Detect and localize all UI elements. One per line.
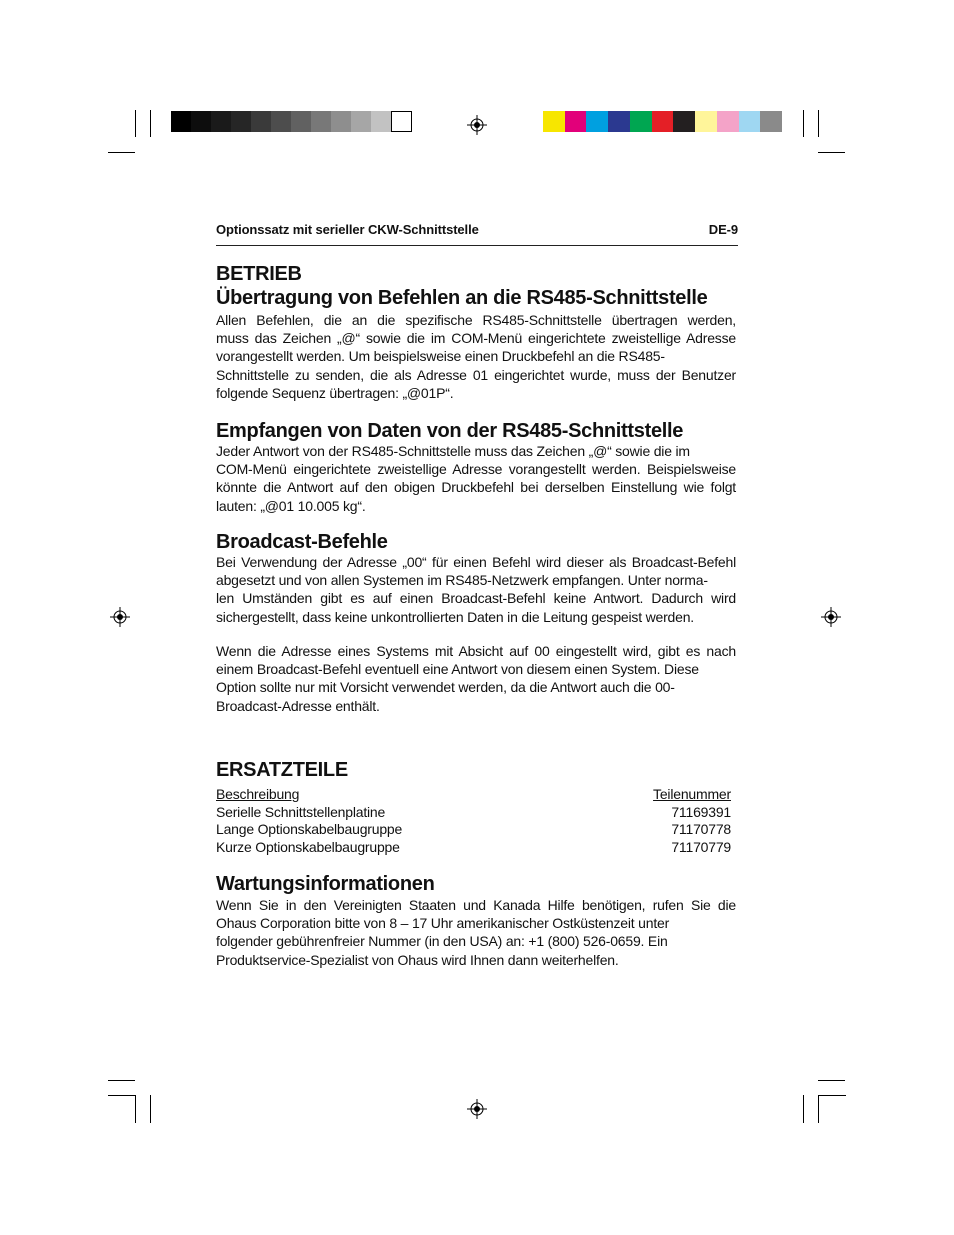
text-line: Wenn Sie in den Vereinigten Staaten und Kanada Hilfe benötigen, rufen Sie die <box>216 897 736 913</box>
color-swatch <box>371 111 392 132</box>
part-number: 71169391 <box>671 803 731 820</box>
crop-mark <box>803 1095 804 1123</box>
color-swatch <box>739 111 761 132</box>
color-swatch <box>311 111 332 132</box>
running-header <box>216 222 738 237</box>
parts-table <box>216 786 731 856</box>
part-number: 71170779 <box>671 838 731 855</box>
crop-mark <box>818 110 819 137</box>
text-line: folgende Sequenz übertragen: „@01P“. <box>216 384 454 401</box>
color-swatch <box>630 111 652 132</box>
text-line: vorangestellt werden. Um beispielsweise einen Druckbefehl an die RS485- <box>216 348 665 365</box>
part-description: Kurze Optionskabelbaugruppe <box>216 838 400 855</box>
color-swatch <box>291 111 312 132</box>
part-number: 71170778 <box>671 821 731 838</box>
text-line: Bei Verwendung der Adresse „00“ für einen Befehl wird dieser als Broadcast-Befehl <box>216 554 736 570</box>
crop-mark <box>803 110 804 137</box>
color-swatch <box>391 111 412 132</box>
registration-target-icon <box>110 607 130 627</box>
text-line: Wenn die Adresse eines Systems mit Absicht auf 00 eingestellt wird, gibt es nach <box>216 643 736 659</box>
parts-table-row <box>216 839 731 857</box>
text-line: abgesetzt und von allen Systemen im RS485-Netzwerk empfangen. Unter norma- <box>216 572 708 589</box>
running-header-title: Optionssatz mit serieller CKW-Schnittstelle <box>216 222 479 237</box>
subheading-broadcast: Broadcast-Befehle <box>216 531 388 553</box>
parts-table-row <box>216 804 731 822</box>
paragraph-uebertragung <box>216 311 736 402</box>
text-line: könnte die Antwort auf den obigen Druckbefehl bei derselben Einstellung wie folgt <box>216 479 736 496</box>
section-heading-betrieb: BETRIEB <box>216 263 302 285</box>
text-line: folgender gebührenfreier Nummer (in den USA) an: +1 (800) 526-0659. Ein <box>216 933 668 950</box>
text-line: Option sollte nur mit Vorsicht verwendet werden, da die Antwort auch die 00- <box>216 679 675 696</box>
registration-target-icon <box>467 1099 487 1119</box>
part-description: Serielle Schnittstellenplatine <box>216 803 386 820</box>
crop-mark <box>150 1095 151 1123</box>
parts-table-header <box>216 786 731 804</box>
crop-mark <box>818 1095 819 1123</box>
color-swatch <box>211 111 232 132</box>
color-swatch <box>673 111 695 132</box>
crop-mark <box>135 110 136 137</box>
grayscale-color-bar <box>171 111 411 132</box>
crop-mark <box>108 1080 135 1081</box>
crop-mark <box>818 1095 846 1096</box>
crop-mark <box>818 1080 845 1081</box>
crop-mark <box>818 152 845 153</box>
color-swatch <box>565 111 587 132</box>
paragraph-broadcast-1 <box>216 553 736 626</box>
registration-target-icon <box>467 115 487 135</box>
section-heading-ersatzteile: ERSATZTEILE <box>216 759 348 781</box>
color-swatch <box>652 111 674 132</box>
cmyk-color-bar <box>543 111 782 132</box>
color-swatch <box>586 111 608 132</box>
color-swatch <box>695 111 717 132</box>
text-line: Produktservice-Spezialist von Ohaus wird Ihnen dann weiterhelfen. <box>216 951 619 968</box>
text-line: muss das Zeichen „@“ sowie die im COM-Menü eingerichtete zweistellige Adresse <box>216 330 736 347</box>
color-swatch <box>543 111 565 132</box>
text-line: Schnittstelle zu senden, die als Adresse 01 eingerichtet wurde, muss der Benutzer <box>216 366 736 383</box>
text-line: einem Broadcast-Befehl eventuell eine Antwort von diesem einen System. Diese <box>216 661 699 678</box>
text-line: Jeder Antwort von der RS485-Schnittstelle muss das Zeichen „@“ sowie die im <box>216 443 690 459</box>
color-swatch <box>331 111 352 132</box>
color-swatch <box>717 111 739 132</box>
paragraph-empfangen <box>216 442 736 515</box>
paragraph-wartung <box>216 896 736 969</box>
registration-target-icon <box>821 607 841 627</box>
color-swatch <box>271 111 292 132</box>
part-description: Lange Optionskabelbaugruppe <box>216 821 403 838</box>
text-line: COM-Menü eingerichtete zweistellige Adresse vorangestellt werden. Beispielsweise <box>216 461 736 478</box>
column-header-description: Beschreibung <box>216 786 300 802</box>
color-swatch <box>760 111 782 132</box>
subheading-uebertragung: Übertragung von Befehlen an die RS485-Schnittstelle <box>216 287 708 309</box>
parts-table-row <box>216 821 731 839</box>
color-swatch <box>351 111 372 132</box>
crop-mark <box>108 1095 136 1096</box>
text-line: len Umständen gibt es auf einen Broadcast-Befehl keine Antwort. Dadurch wird <box>216 590 736 607</box>
crop-mark <box>135 1095 136 1123</box>
crop-mark <box>150 110 151 137</box>
text-line: Ohaus Corporation bitte von 8 – 17 Uhr amerikanischer Ostküstenzeit unter <box>216 915 670 932</box>
color-swatch <box>251 111 272 132</box>
header-rule <box>216 245 738 246</box>
color-swatch <box>608 111 630 132</box>
subheading-wartung: Wartungsinformationen <box>216 873 435 895</box>
page-number: DE-9 <box>708 222 738 237</box>
subheading-empfangen: Empfangen von Daten von der RS485-Schnittstelle <box>216 420 684 442</box>
color-swatch <box>231 111 252 132</box>
paragraph-broadcast-2 <box>216 642 736 715</box>
text-line: lauten: „@01 10.005 kg“. <box>216 497 366 514</box>
column-header-partnumber: Teilenummer <box>653 786 731 802</box>
color-swatch <box>171 111 192 132</box>
text-line: Broadcast-Adresse enthält. <box>216 697 380 714</box>
text-line: sichergestellt, dass keine unkontrollierten Daten in die Leitung gespeist werden. <box>216 608 694 625</box>
text-line: Allen Befehlen, die an die spezifische RS485-Schnittstelle übertragen werden, <box>216 312 736 328</box>
crop-mark <box>108 152 135 153</box>
color-swatch <box>191 111 212 132</box>
